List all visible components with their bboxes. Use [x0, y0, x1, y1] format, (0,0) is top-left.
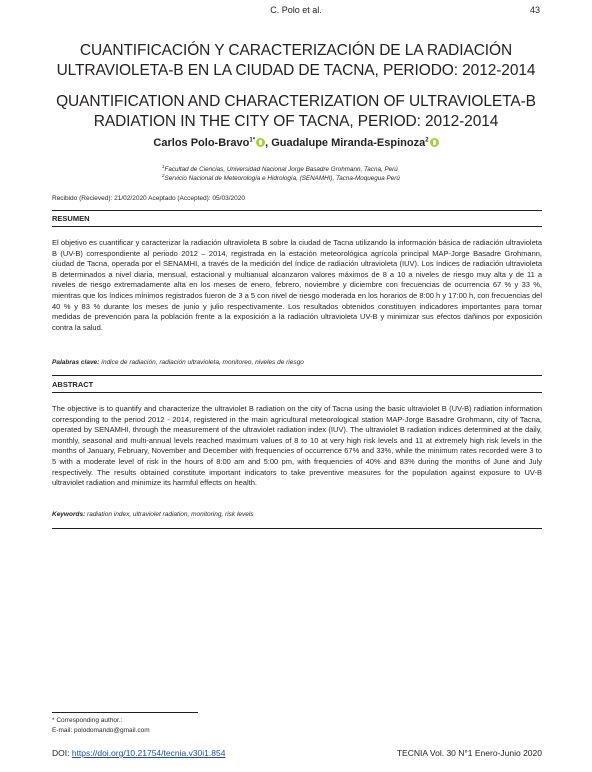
title-english-line-1: QUANTIFICATION AND CHARACTERIZATION OF ULTRAVIOLETA-B: [56, 93, 536, 110]
author-separator: ,: [265, 137, 272, 149]
resumen-text: El objetivo es cuantificar y caracterizar la radiación ultravioleta B sobre la ciudad de Tacna utilizando la información básica de radiación ultravioleta B (UV-B) correspondiente al periodo 2012 – 2014, registrada en la estación meteorológica agrícola principal MAP-Jorge Basadre Grohmann, ciudad de Tacna, operada por el SENAMHI, a través de la medición del índice de radiación ultravioleta (IUV). Los índices de radiación ultravioleta B determinados a nivel diaria, mensual, estacional y multianual alcanzaron valores máximos de 8 a 10 a niveles de riesgo muy alta y de 11 a niveles de riesgo extremadamente alta en los meses de enero, febrero, noviembre y diciembre con frecuencias de ocurrencia 67 % y 33 %, mientras que los índices mínimos registrados fueron de 3 a 5 con nivel de riesgo moderada en los horarios de 8:00 h y 17:00 h, con frecuencias del 40 % y 83 % durante los meses de junio y julio respectivamente. Los resultados obtenidos constituyen indicadores importantes para tomar medidas de prevención para la población frente a la exposición a la radiación ultravioleta UV-B y minimizar sus efectos dañinos por exposición contra la salud.: [52, 238, 542, 332]
orcid-icon[interactable]: [256, 138, 265, 147]
author-list: [0, 137, 592, 149]
affiliation-2: [162, 171, 400, 183]
affiliation-marker: 2: [162, 173, 165, 178]
divider: [52, 210, 542, 211]
footnote-rule: [52, 712, 198, 713]
divider: [52, 528, 542, 529]
corresponding-email: E-mail: polodomando@gmail.com: [52, 727, 150, 734]
resumen-heading: RESUMEN: [52, 214, 90, 223]
running-head: C. Polo et al.: [270, 5, 322, 15]
keywords: [52, 511, 542, 518]
corresponding-author-note: * Corresponding author.:: [52, 717, 123, 724]
author-superscript: 1*: [249, 137, 256, 144]
divider: [52, 226, 542, 227]
keywords-label: Palabras clave:: [52, 359, 100, 366]
author-name: Guadalupe Miranda-Espinoza: [271, 137, 426, 149]
footer-journal: TECNIA Vol. 30 N°1 Enero-Junio 2020: [396, 748, 542, 758]
doi-label: DOI:: [52, 748, 72, 758]
title-english-line-2: RADIATION IN THE CITY OF TACNA, PERIOD: 2012-2014: [93, 113, 499, 130]
page-number: 43: [529, 5, 540, 15]
title-spanish-line-1: CUANTIFICACIÓN Y CARACTERIZACIÓN DE LA RADIACIÓN: [79, 42, 513, 59]
affiliation-marker: 1: [162, 164, 165, 169]
doi-link[interactable]: https://doi.org/10.21754/tecnia.v30i1.854: [71, 748, 226, 758]
affiliation-text: Facultad de Ciencias, Universidad Nacional Jorge Basadre Grohmann, Tacna, Perú: [164, 166, 398, 174]
title-spanish: [30, 41, 562, 81]
author-superscript: 2: [425, 137, 429, 144]
keywords-label: Keywords:: [52, 511, 86, 518]
title-english: [30, 92, 562, 132]
orcid-icon[interactable]: [430, 138, 439, 147]
title-spanish-line-2: ULTRAVIOLETA-B EN LA CIUDAD DE TACNA, PERIODO: 2012-2014: [56, 62, 536, 79]
abstract-heading: ABSTRACT: [52, 380, 94, 389]
divider: [52, 392, 542, 393]
keywords-text: índice de radiación, radiación ultravioleta, monitoreo, niveles de riesgo: [99, 359, 304, 366]
keywords-text: radiation index, ultraviolet radiation, monitoring, risk levels: [85, 511, 254, 518]
palabras-clave: [52, 359, 542, 366]
author-name: Carlos Polo-Bravo: [153, 137, 250, 149]
affiliation-text: Servicio Nacional de Meteorología e Hidrología, (SENAMHI), Tacna-Moquegua Perú: [164, 175, 400, 183]
footer-doi: [52, 748, 225, 758]
divider: [52, 375, 542, 376]
abstract-text: The objective is to quantify and characterize the ultraviolet B radiation on the city of Tacna using the basic ultraviolet B (UV-B) radiation information corresponding to the period 2012 - 2014, registered in the main agricultural meteorological station MAP-Jorge Basadre Grohmann, city of Tacna, operated by SENAMHI, through the measurement of the ultraviolet radiation index (IUV). The ultraviolet B radiation indices determined at the daily, monthly, seasonal and multi-annual levels reached maximum values of 8 to 10 at very high risk levels and 11 at extremely high risk levels in the months of January, February, November and December with frequencies of occurrence 67% and 33%, while the minimum rates recorded were 3 to 5 with a moderate level of risk in the hours of 8:00 am and 5:00 pm, with frequencies of 40% and 83% during the months of June and July respectively. The results obtained constitute important indicators to take preventive measures for the population against exposure to UV-B ultraviolet radiation and minimize its harmful effects on health.: [52, 404, 542, 488]
received-accepted-dates: Recibido (Recieved): 21/02/2020 Aceptado (Accepted): 05/03/2020: [52, 195, 245, 202]
